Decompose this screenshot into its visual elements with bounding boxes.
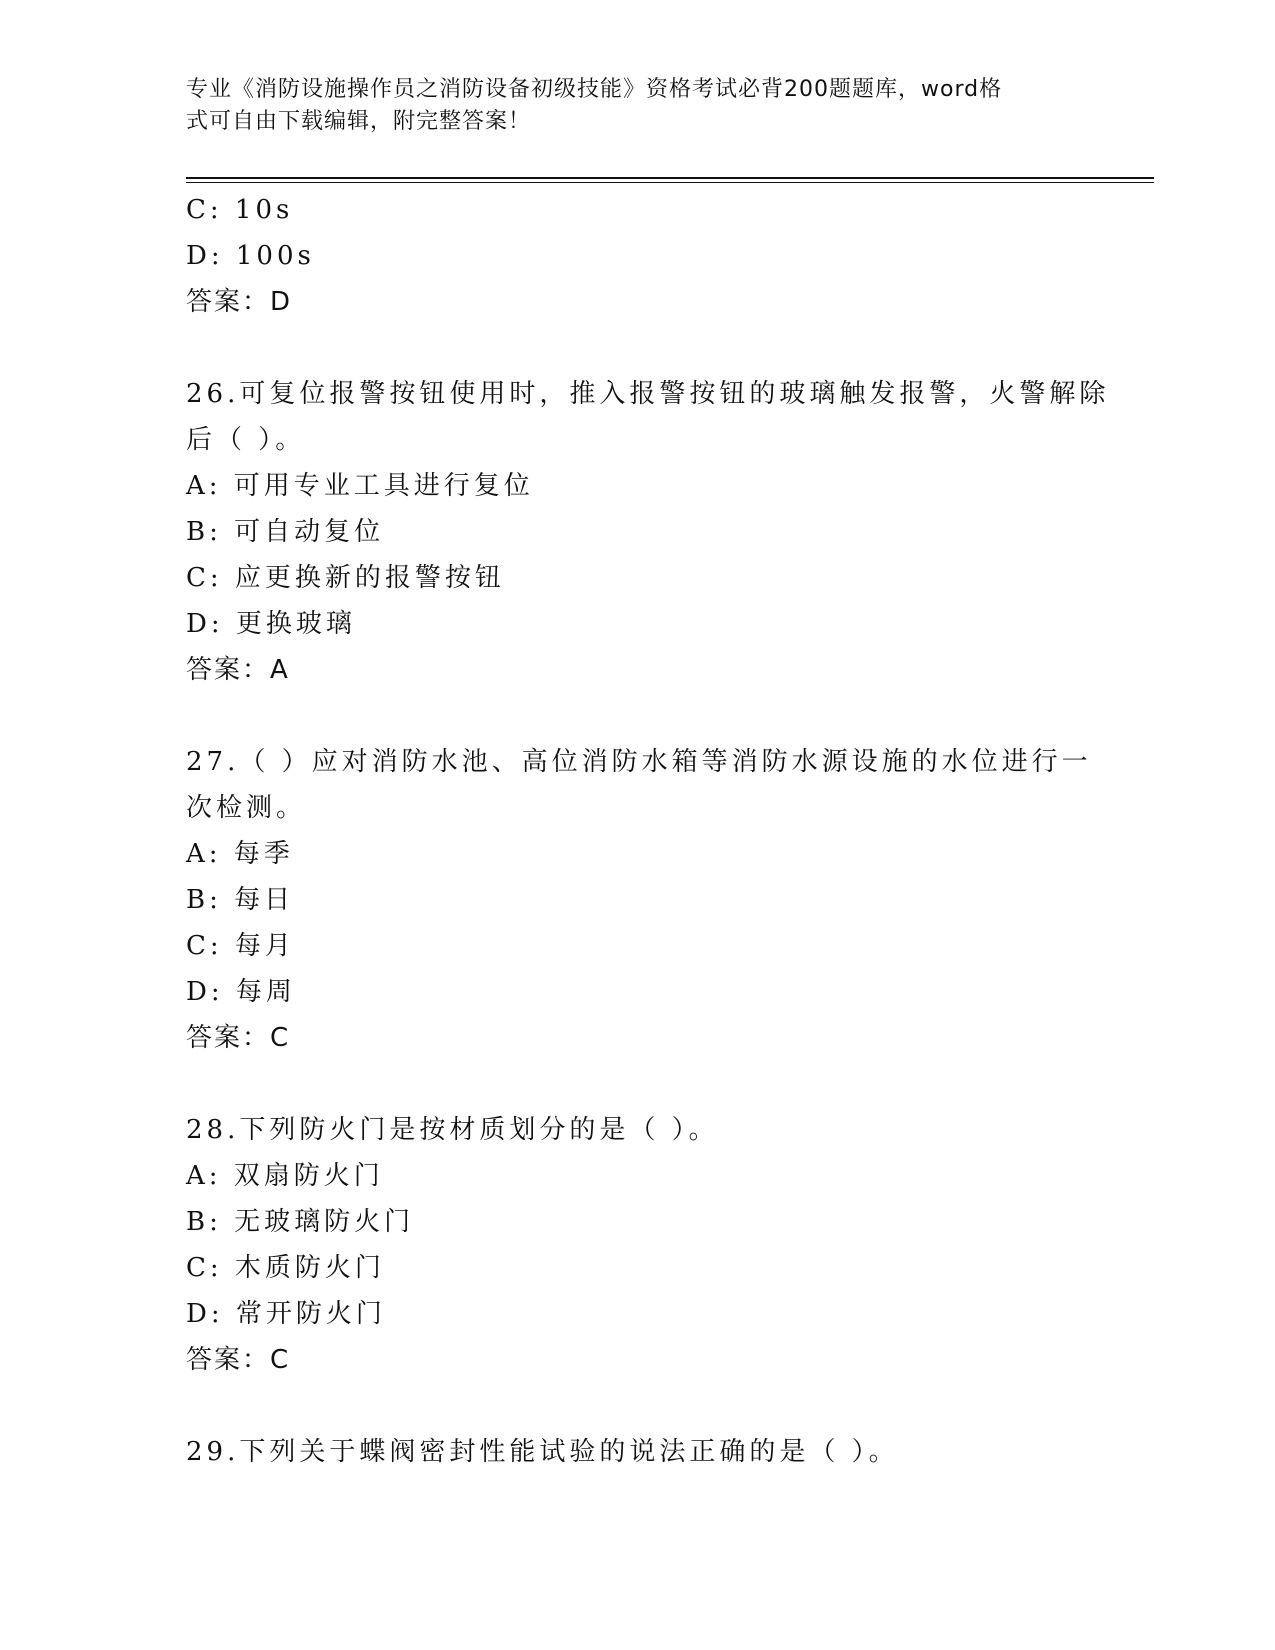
option-c: C: 木质防火门 [186, 1253, 385, 1283]
question-25-tail [186, 187, 1086, 325]
question-text: 28.下列防火门是按材质划分的是（ ）。 [186, 1115, 719, 1145]
header-line-1: 专业《消防设施操作员之消防设备初级技能》资格考试必背200题题库，word格 [186, 77, 1003, 102]
option-b: B: 无玻璃防火门 [186, 1207, 415, 1237]
question-text: 29.下列关于蝶阀密封性能试验的说法正确的是（ ）。 [186, 1437, 899, 1467]
option-a: A: 双扇防火门 [186, 1161, 384, 1191]
option-d: D: 100s [186, 241, 315, 271]
option-b: B: 每日 [186, 885, 295, 915]
answer-line: 答案：D [186, 287, 293, 317]
header-divider-thick [186, 177, 1154, 179]
header-line-2: 式可自由下载编辑，附完整答案！ [186, 109, 532, 134]
answer-line: 答案：C [186, 1023, 291, 1053]
header-divider-thin [186, 182, 1154, 183]
question-list [186, 187, 1110, 1475]
question-text: 26.可复位报警按钮使用时，推入报警按钮的玻璃触发报警，火警解除 [186, 379, 1110, 409]
question-26 [186, 371, 1110, 693]
question-text-cont: 后（ ）。 [186, 425, 306, 455]
option-d: D: 更换玻璃 [186, 609, 356, 639]
option-a: A: 每季 [186, 839, 294, 869]
question-text-cont: 次检测。 [186, 793, 307, 823]
option-d: D: 常开防火门 [186, 1299, 386, 1329]
question-28 [186, 1107, 1086, 1383]
page-header [186, 74, 1066, 138]
option-a: A: 可用专业工具进行复位 [186, 471, 534, 501]
question-27 [186, 739, 1092, 1061]
question-text: 27.（ ）应对消防水池、高位消防水箱等消防水源设施的水位进行一 [186, 747, 1092, 777]
option-b: B: 可自动复位 [186, 517, 385, 547]
option-c: C: 每月 [186, 931, 295, 961]
question-29 [186, 1429, 1086, 1475]
option-d: D: 每周 [186, 977, 296, 1007]
answer-line: 答案：C [186, 1345, 291, 1375]
answer-line: 答案：A [186, 655, 290, 685]
option-c: C: 应更换新的报警按钮 [186, 563, 505, 593]
option-c: C: 10s [186, 195, 294, 225]
